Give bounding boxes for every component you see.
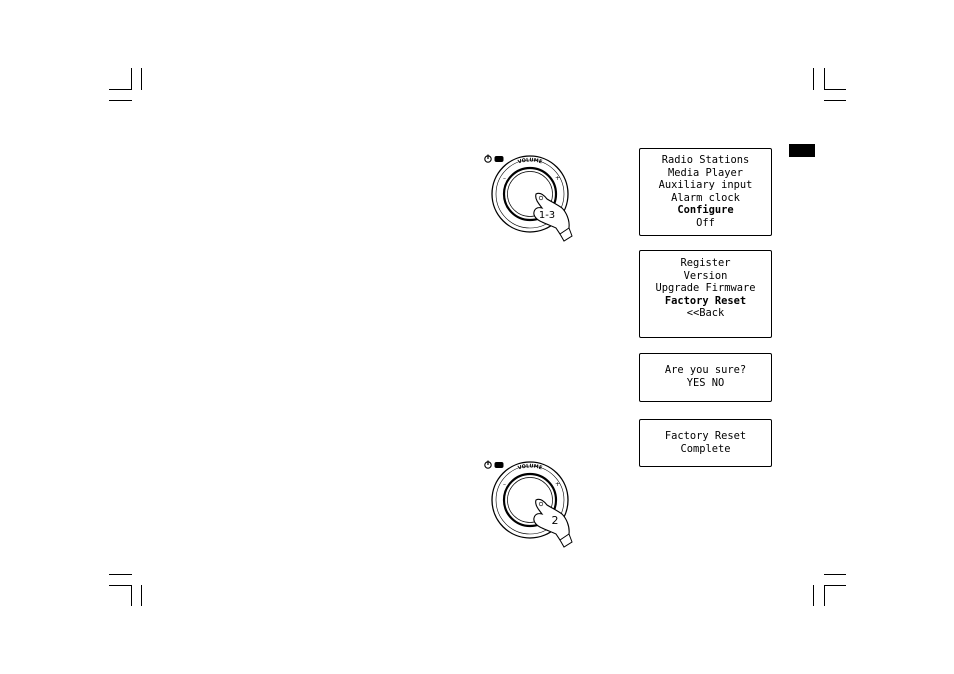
standby-button-icon	[495, 462, 504, 468]
status-line: Factory Reset	[664, 430, 747, 442]
menu-item: Off	[696, 216, 715, 229]
menu-item: <<Back	[686, 307, 725, 320]
svg-text:–: –	[503, 481, 506, 488]
menu-item: Version	[683, 269, 728, 282]
menu-item: Upgrade Firmware	[655, 282, 756, 295]
knob-top-label: VOLUME	[517, 463, 543, 472]
menu-item-selected: Factory Reset	[664, 294, 747, 307]
lcd-confirm-dialog	[639, 353, 772, 402]
power-icon	[485, 155, 491, 163]
standby-button-icon	[495, 156, 504, 162]
menu-item: Media Player	[667, 166, 744, 179]
menu-item: Radio Stations	[661, 154, 750, 166]
confirm-options: YES NO	[686, 376, 725, 389]
svg-text:+: +	[555, 175, 561, 182]
volume-knob-illustration	[480, 456, 590, 548]
knob-top-label: VOLUME	[517, 157, 543, 166]
step-label: 1-3	[538, 210, 556, 221]
volume-knob-illustration	[480, 150, 590, 242]
confirm-question: Are you sure?	[664, 364, 747, 376]
menu-item: Auxiliary input	[658, 179, 753, 192]
svg-text:–: –	[503, 175, 506, 182]
menu-item-selected: Configure	[677, 204, 734, 217]
lcd-main-menu	[639, 148, 772, 236]
svg-text:+: +	[555, 481, 561, 488]
lcd-reset-complete	[639, 419, 772, 467]
menu-item: Register	[680, 257, 731, 269]
power-icon	[485, 461, 491, 469]
language-tab	[789, 144, 815, 157]
status-line: Complete	[680, 442, 731, 455]
lcd-configure-menu	[639, 250, 772, 338]
menu-item: Alarm clock	[671, 191, 740, 204]
step-label: 2	[551, 514, 559, 527]
